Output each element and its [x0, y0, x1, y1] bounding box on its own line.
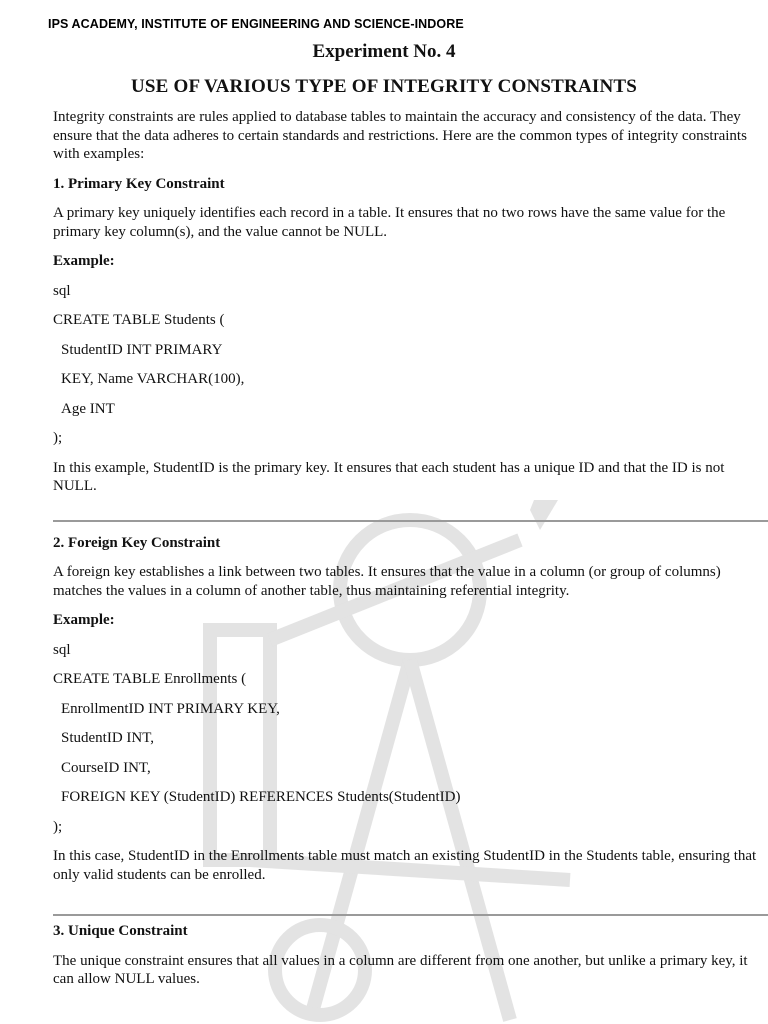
code-line: CREATE TABLE Students ( — [53, 312, 225, 328]
main-title: USE OF VARIOUS TYPE OF INTEGRITY CONSTRAINTS — [130, 76, 638, 97]
section-divider — [53, 914, 768, 916]
section-description: A foreign key establishes a link between two tables. It ensures that the value in a column (or group of columns) matches the values in a column of another table, thus maintaining referential integrity. — [53, 564, 721, 599]
section-divider — [53, 520, 768, 522]
institute-header: IPS ACADEMY, INSTITUTE OF ENGINEERING AND SCIENCE-INDORE — [48, 17, 464, 31]
section-description: A primary key uniquely identifies each record in a table. It ensures that no two rows have the same value for the primary key column(s), and the value cannot be NULL. — [53, 205, 726, 240]
section-heading: 2. Foreign Key Constraint — [53, 534, 221, 551]
example-label: Example: — [53, 253, 115, 269]
code-language: sql — [53, 641, 71, 658]
example-label: Example: — [53, 612, 115, 628]
section-spacer — [53, 895, 765, 922]
code-line: StudentID INT PRIMARY — [61, 341, 223, 358]
section-description: The unique constraint ensures that all values in a column are different from one another, but unlike a primary key, it can allow NULL values. — [53, 952, 748, 987]
code-line: KEY, Name VARCHAR(100), — [61, 371, 245, 387]
code-line: EnrollmentID INT PRIMARY KEY, — [61, 700, 280, 717]
section-explanation: In this example, StudentID is the primary key. It ensures that each student has a unique ID and that the ID is not NULL. — [53, 459, 725, 494]
section-explanation: In this case, StudentID in the Enrollments table must match an existing StudentID in the Students table, ensuring that only valid students can be enrolled. — [53, 848, 757, 883]
code-line: CREATE TABLE Enrollments ( — [53, 671, 247, 687]
code-line: Age INT — [61, 400, 115, 417]
code-line: CourseID INT, — [61, 759, 151, 776]
code-line: ); — [53, 818, 63, 835]
section-heading: 3. Unique Constraint — [53, 923, 188, 939]
code-language: sql — [53, 282, 71, 299]
intro-paragraph: Integrity constraints are rules applied to database tables to maintain the accuracy and consistency of the data. They ensure that the data adheres to certain standards and restrictions. Here are the common types of integrity constraints with examples: — [53, 109, 747, 162]
experiment-title: Experiment No. 4 — [312, 41, 456, 62]
section-heading: 1. Primary Key Constraint — [53, 175, 225, 192]
code-line: StudentID INT, — [61, 730, 155, 746]
code-line: FOREIGN KEY (StudentID) REFERENCES Students(StudentID) — [61, 789, 461, 805]
document-body — [53, 108, 765, 1000]
code-line: ); — [53, 430, 63, 446]
